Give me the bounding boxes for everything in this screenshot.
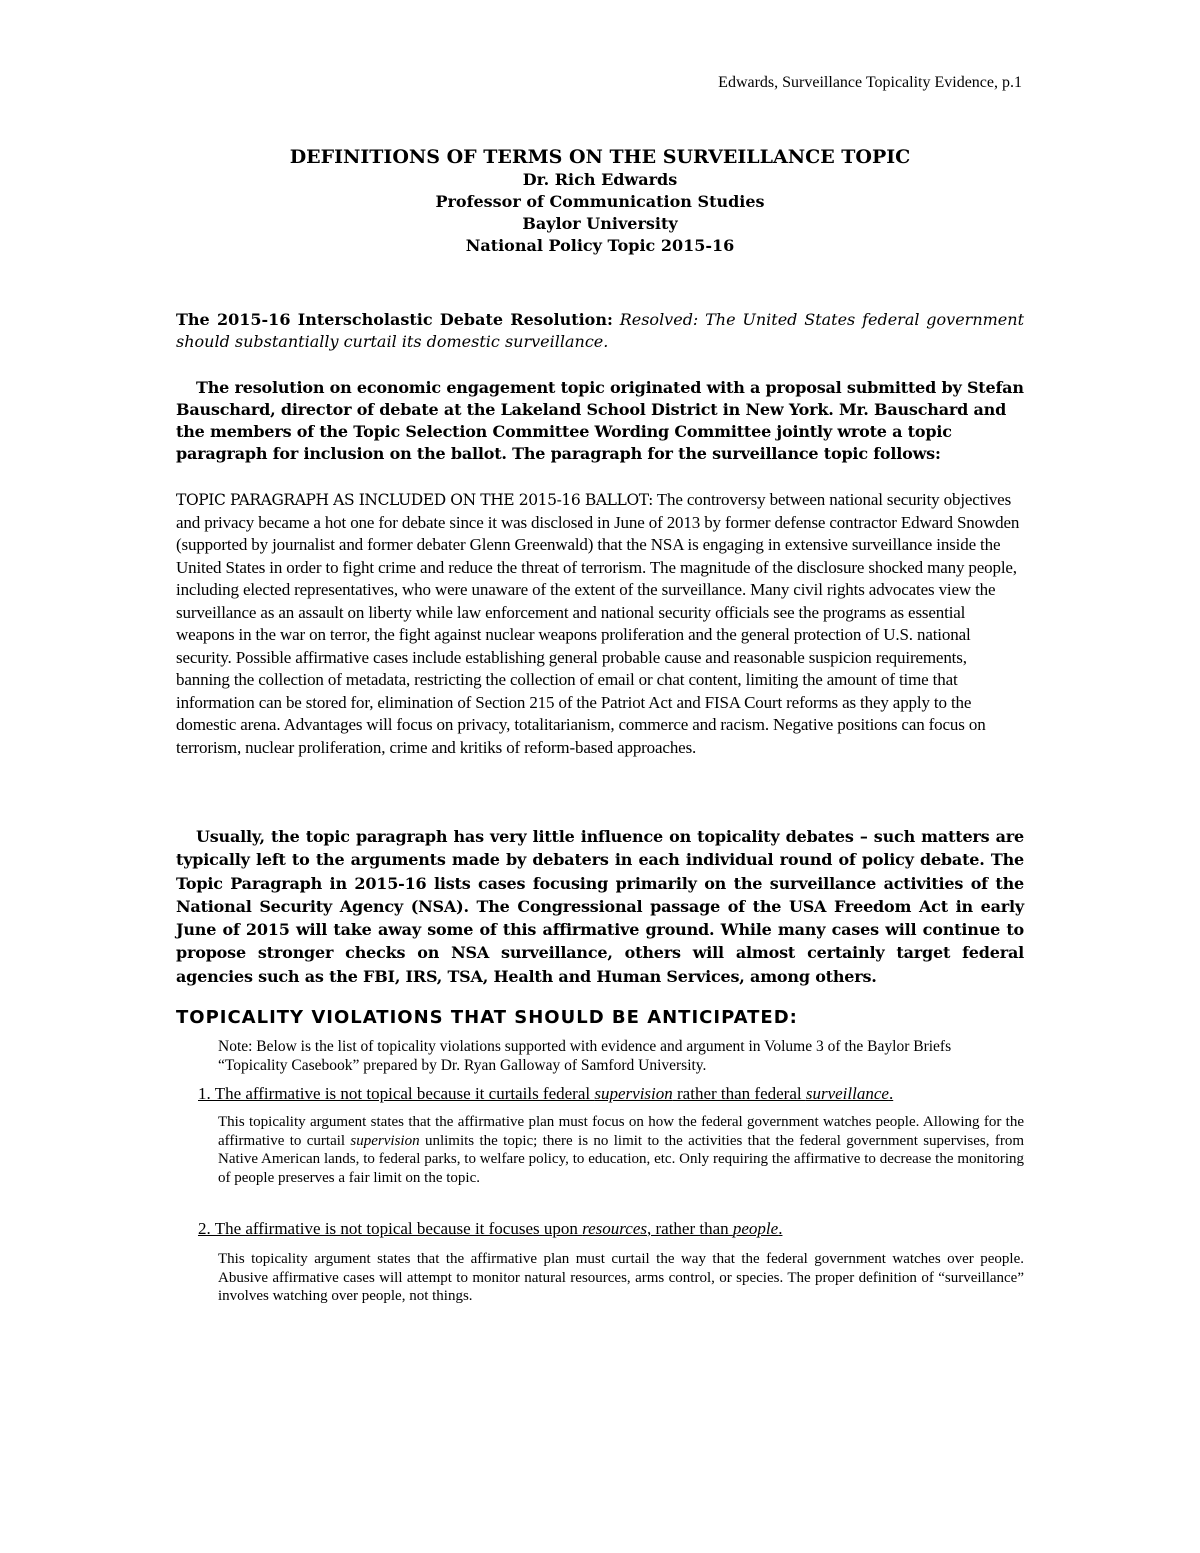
- usually-paragraph: Usually, the topic paragraph has very little influence on topicality debates – such matters are typically left to the arguments made by debaters in each individual round of policy debate. The Topic Paragraph in 2015-16 lists cases focusing primarily on the surveillance activities of the National Security Agency (NSA). The Congressional passage of the USA Freedom Act in early June of 2015 will take away some of this affirmative ground. While many cases will continue to propose stronger checks on NSA surveillance, others will almost certainly target federal agencies such as the FBI, IRS, TSA, Health and Human Services, among others.: [176, 827, 1024, 986]
- violation-1-title-em2: surveillance: [805, 1084, 889, 1103]
- author-institution: Baylor University: [522, 214, 678, 233]
- running-header: Edwards, Surveillance Topicality Evidence, p.1: [718, 74, 1022, 91]
- violation-2-title: [198, 1219, 1024, 1239]
- topic-paragraph-label: TOPIC PARAGRAPH AS INCLUDED ON THE 2015-16 BALLOT:: [176, 491, 653, 509]
- violation-2-title-em2: people: [732, 1219, 779, 1238]
- violation-2-title-pre: 2. The affirmative is not topical because it focuses upon: [198, 1219, 583, 1238]
- section-note: Note: Below is the list of topicality violations supported with evidence and argument in Volume 3 of the Baylor Briefs “Topicality Casebook” prepared by Dr. Ryan Galloway of Samford University.: [218, 1038, 952, 1074]
- violation-1-body: [218, 1113, 1024, 1187]
- topic-year: National Policy Topic 2015-16: [465, 236, 735, 255]
- topic-paragraph-text: The controversy between national security objectives and privacy became a hot one for debate since it was disclosed in June of 2013 by former defense contractor Edward Snowden (supported by journalist and former debater Glenn Greenwald) that the NSA is engaging in extensive surveillance inside the United States in order to fight crime and reduce the threat of terrorism. The magnitude of the disclosure shocked many people, including elected representatives, who were unaware of the extent of the surveillance. Many civil rights advocates view the surveillance as an assault on liberty while law enforcement and national security officials see the programs as essential weapons in the war on terror, the fight against nuclear weapons proliferation and the general protection of U.S. national security. Possible affirmative cases include establishing general probable cause and reasonable suspicion requirements, banning the collection of metadata, restricting the collection of email or chat content, limiting the amount of time that information can be stored for, elimination of Section 215 of the Patriot Act and FISA Court reforms as they apply to the domestic arena. Advantages will focus on privacy, totalitarianism, commerce and racism. Negative positions can focus on terrorism, nuclear proliferation, crime and kritiks of reform-based approaches.: [176, 490, 1020, 757]
- violation-2-title-mid: , rather than: [646, 1219, 733, 1238]
- violation-2-body: [218, 1250, 1024, 1306]
- resolution-text: Resolved: The United States federal government should substantially curtail its domestic surveillance.: [176, 310, 1025, 351]
- violation-1-title-pre: 1. The affirmative is not topical because it curtails federal: [198, 1084, 595, 1103]
- topic-paragraph: [176, 489, 1024, 759]
- violation-1-title-post: .: [888, 1084, 894, 1103]
- violation-1-title-em1: supervision: [594, 1084, 673, 1103]
- section-heading: TOPICALITY VIOLATIONS THAT SHOULD BE ANTICIPATED:: [176, 1007, 798, 1028]
- violation-2-title-em1: resources: [582, 1219, 647, 1238]
- resolution-label: The 2015-16 Interscholastic Debate Resolution:: [176, 310, 613, 329]
- violation-1-title: [198, 1084, 1024, 1104]
- violation-1-body-pre: This topicality argument states that the affirmative plan must focus on how the federal government watches people. Allowing for the affirmative to curtail: [218, 1114, 1024, 1149]
- author-position: Professor of Communication Studies: [435, 192, 765, 211]
- violation-1-body-post: unlimits the topic; there is no limit to the activities that the federal government supervises, from Native American lands, to federal parks, to welfare policy, to education, etc. Only requiring the affirmative to decrease the monitoring of people preserves a fair limit on the topic.: [218, 1132, 1024, 1186]
- resolution-paragraph: [176, 309, 1024, 353]
- violation-1-body-em: supervision: [350, 1132, 420, 1149]
- violation-1-title-mid: rather than federal: [672, 1084, 806, 1103]
- document-title: DEFINITIONS OF TERMS ON THE SURVEILLANCE TOPIC: [289, 146, 911, 168]
- violation-2-body-pre: This topicality argument states that the affirmative plan must curtail the way that the federal government watches over people. Abusive affirmative cases will attempt to monitor natural resources, arms control, or species. The proper definition of “surveillance” involves watching over people, not things.: [218, 1251, 1024, 1304]
- violation-2-title-post: .: [778, 1219, 783, 1238]
- intro-paragraph: The resolution on economic engagement topic originated with a proposal submitted by Stefan Bauschard, director of debate at the Lakeland School District in New York. Mr. Bauschard and the members of the Topic Selection Committee Wording Committee jointly wrote a topic paragraph for inclusion on the ballot. The paragraph for the surveillance topic follows:: [176, 378, 1024, 463]
- title-block: [176, 145, 1024, 257]
- author-name: Dr. Rich Edwards: [522, 170, 678, 189]
